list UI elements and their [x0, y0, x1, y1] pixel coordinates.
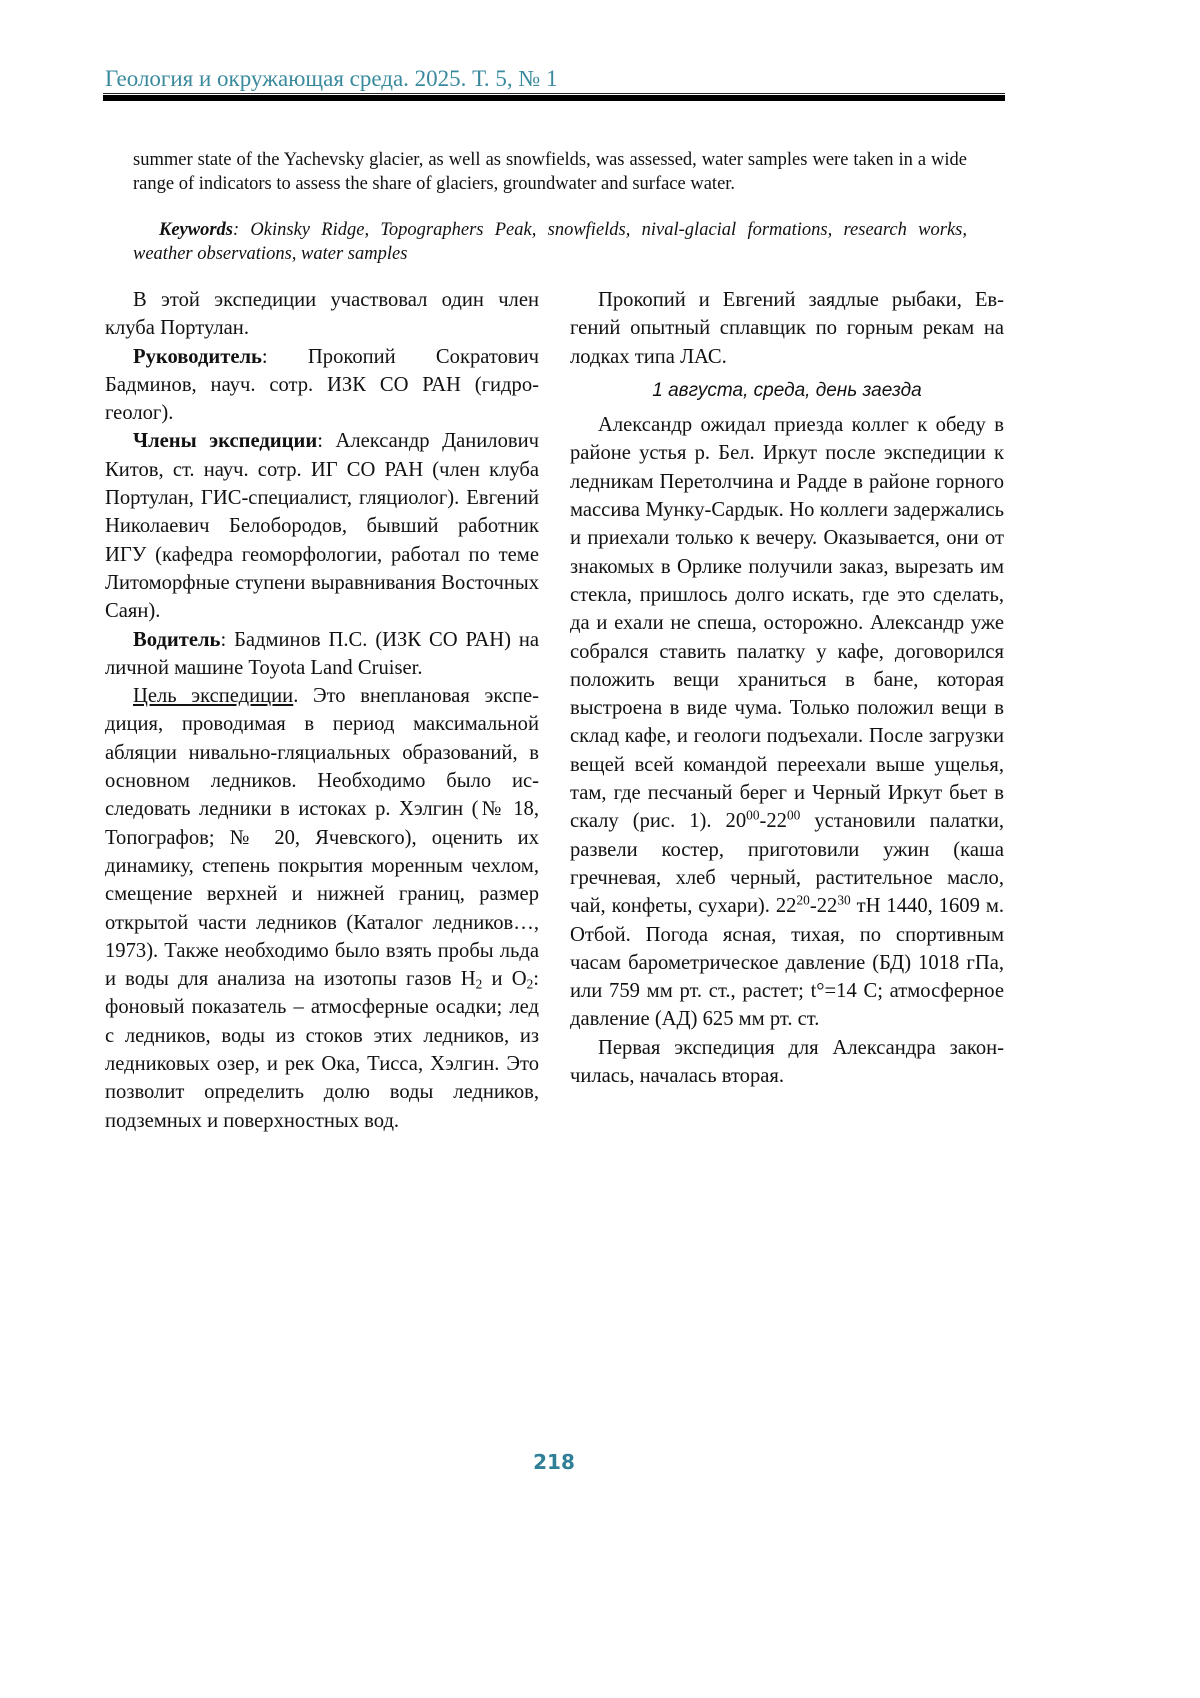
- members-text: : Александр Данило­вич Китов, ст. науч. сотр. ИГ СО РАН (член клуба Портулан, ГИС-специалист, гляцио­лог). Евгений Николаевич Белобородов, быв­ший работник ИГУ (кафедра геоморфологии, работал по теме Литоморфные ступени вы­равнивания Восточных Саян).: [105, 430, 539, 622]
- driver-label: Водитель: [133, 629, 220, 651]
- superscript: 00: [787, 808, 800, 823]
- leader-text: : Прокопий Сократович Бадминов, науч. сотр. ИЗК СО РАН (гидро­геолог).: [105, 346, 539, 425]
- abstract-text: summer state of the Yachevsky glacier, as well as snowfields, was assessed, water samples were taken in a wide range of indicators to assess the share of glaciers, groundwater and surface water.: [133, 148, 967, 196]
- day-heading: 1 августа, среда, день заезда: [570, 377, 1004, 405]
- superscript: 30: [837, 893, 850, 908]
- arrival-text: тН 1440, 1609 м. Отбой. Погода яс­ная, тихая, по спортивным часам барометри­ческое давление (БД) 1018 гПа, или 759 мм рт. ст., растет; t°=14 C; атмосферное давле­ние (АД) 625 мм рт. ст.: [570, 895, 1004, 1030]
- paragraph-conclusion: Первая экспедиция для Александра закон­чилась, началась вторая.: [570, 1034, 1004, 1091]
- driver-text: : Бадминов П.С. (ИЗК СО РАН) на личной машине Toyota Land Cruiser.: [105, 629, 539, 679]
- left-column: [105, 286, 539, 1135]
- arrival-text: -22: [810, 895, 837, 917]
- goal-text: . Это внеплановая экспе­диция, проводимая в период максимальной абляции нивально-гляциальных образований, в основном ледников. Необходимо было ис­следовать ледники в истоках р. Хэлгин (№ 18, Топографов; № 20, Ячевского), оценить их динамику, степень покрытия моренным чех­лом, смещение верхней и нижней границ, размер открытой части ледников (Каталог ледников…, 1973). Также необходимо было взять пробы льда и воды для анализа на изо­топы газов H: [105, 685, 539, 990]
- leader-label: Руководитель: [133, 346, 262, 368]
- arrival-text: -22: [760, 810, 787, 832]
- paragraph-members: [105, 427, 539, 625]
- paragraph-arrival: [570, 411, 1004, 1034]
- header-rule-thin: [103, 93, 1005, 94]
- superscript: 20: [796, 893, 809, 908]
- paragraph-driver: [105, 626, 539, 683]
- right-column: [570, 286, 1004, 1090]
- header-rule-thick: [103, 95, 1005, 101]
- superscript: 00: [746, 808, 759, 823]
- paragraph-fishermen: Прокопий и Евгений заядлые рыбаки, Ев­гений опытный сплавщик по горным рекам на лодках типа ЛАС.: [570, 286, 1004, 371]
- paragraph-intro: В этой экспедиции участвовал один член клуба Портулан.: [105, 286, 539, 343]
- paragraph-goal: [105, 682, 539, 1135]
- keywords-text: : Okinsky Ridge, Topographers Peak, snowfields, nival-glacial formations, research works, weather observations, water samples: [133, 220, 967, 264]
- journal-title: Геология и окружающая среда. 2025. Т. 5, № 1: [105, 66, 558, 92]
- keywords-label: Keywords: [159, 220, 233, 240]
- subscript: 2: [527, 976, 534, 991]
- arrival-text: Александр ожидал приезда коллег к обеду в районе устья р. Бел. Иркут после экспеди­ции к ледникам Перетолчина и Радде в рай­оне горного массива Мунку-Сардык. Но кол­леги задержались и приехали только к ве­черу. Оказывается, они от знакомых в Орлике получили заказ, вырезать им стекла, при­шлось долго искать, где это сделать, да и ехали не спеша, осторожно. Александр уже собрался ставить палатку у кафе, догово­рился положить вещи храниться в бане, кото­рая выстроена в виде чума. Только положил вещи в склад кафе, и геологи подъехали. По­сле загрузки вещей всей командой переехали выше ущелья, там, где песчаный берег и Чер­ный Иркут бьет в скалу (рис. 1). 20: [570, 414, 1004, 832]
- goal-label: Цель экспедиции: [133, 685, 293, 707]
- paragraph-leader: [105, 343, 539, 428]
- page-number: 218: [0, 1450, 1108, 1474]
- goal-text: и O: [482, 968, 526, 990]
- keywords: [133, 218, 967, 266]
- goal-text: : фоновый показатель – ат­мосферные осадки; лед с ледников, воды из стоков этих ледников, из ледниковых озер, и рек Ока, Тисса, Хэлгин. Это позволит опреде­лить долю воды ледников, подземных и по­верхностных вод.: [105, 968, 539, 1131]
- arrival-text: установили палатки, развели костер, приго­товили ужин (каша гречневая, хлеб черный, растительное масло, чай, конфеты, сухари). 22: [570, 810, 1004, 917]
- members-label: Члены экспедиции: [133, 430, 317, 452]
- subscript: 2: [476, 976, 483, 991]
